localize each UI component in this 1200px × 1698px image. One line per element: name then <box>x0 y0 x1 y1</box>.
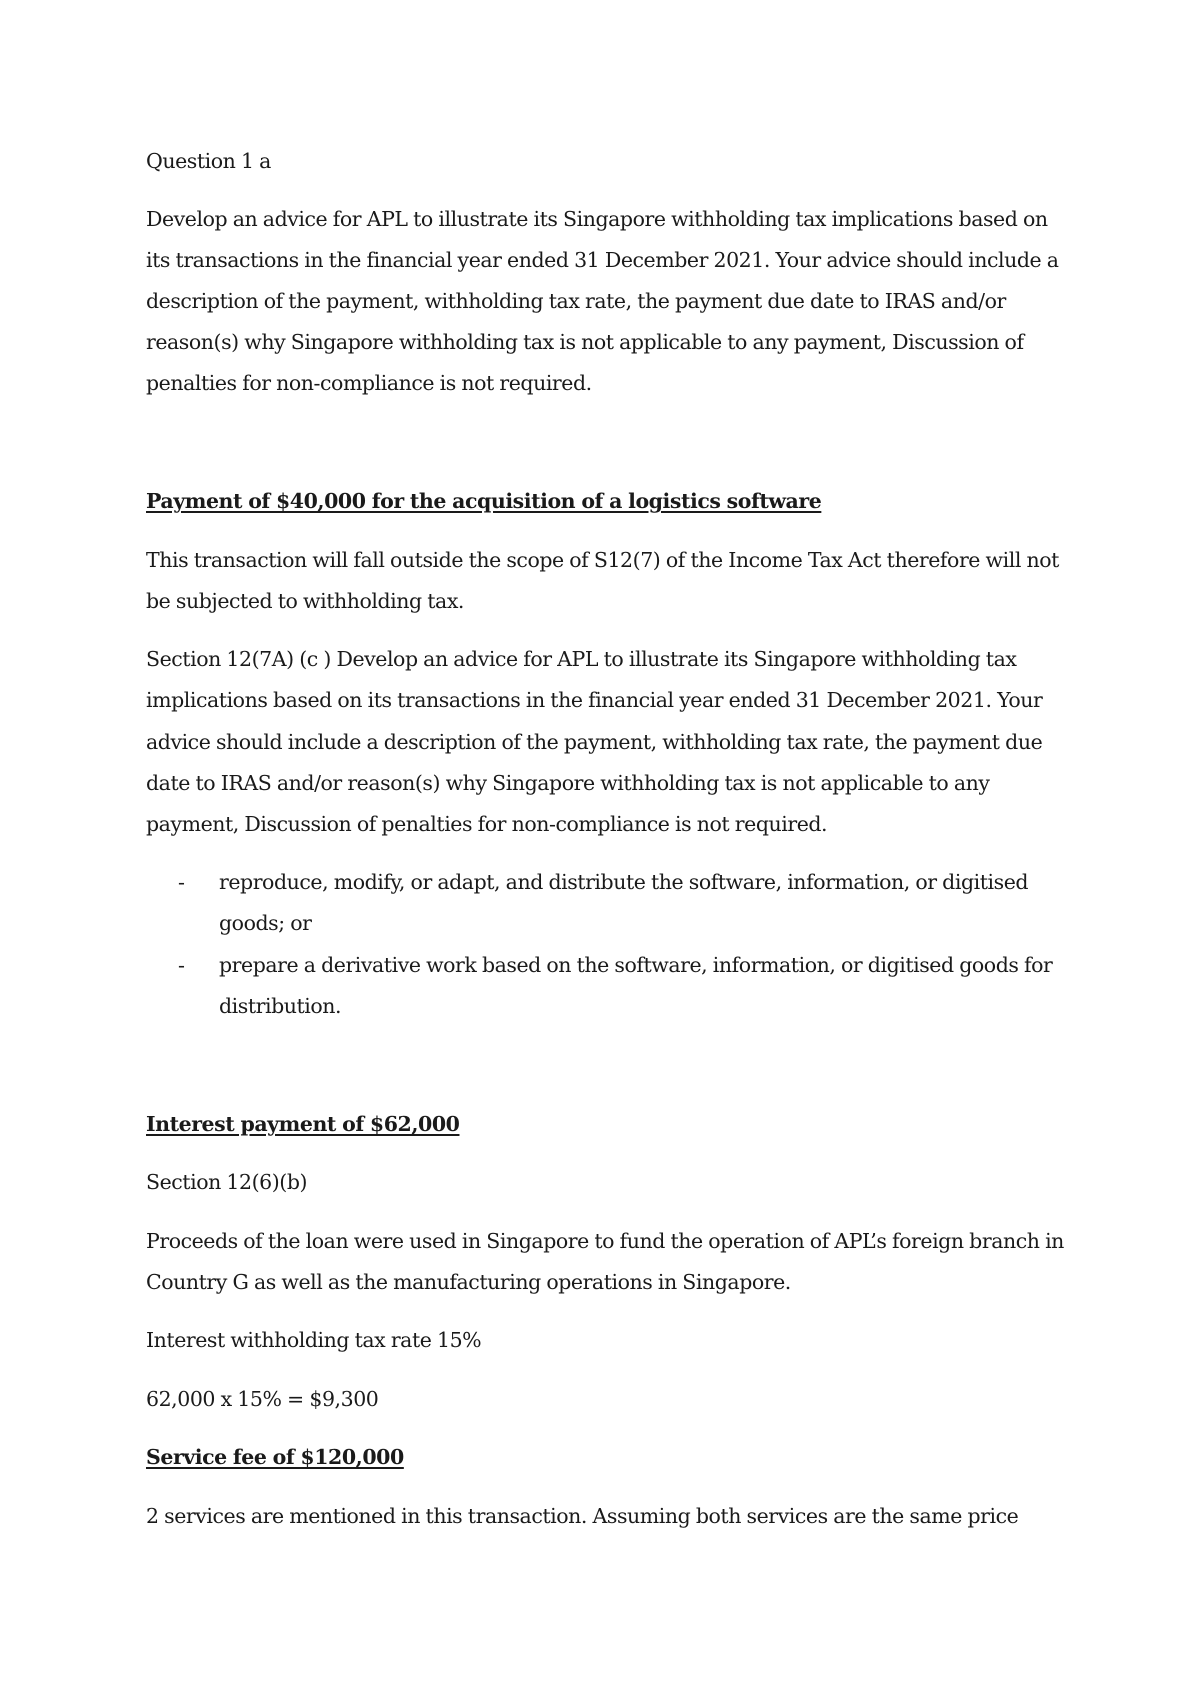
intro-line: Develop an advice for APL to illustrate its Singapore withholding tax implications based on <box>146 207 1048 231</box>
software-para-line: be subjected to withholding tax. <box>146 589 464 613</box>
section-12-7a-line: date to IRAS and/or reason(s) why Singapore withholding tax is not applicable to any <box>146 771 990 795</box>
software-para-line: This transaction will fall outside the scope of S12(7) of the Income Tax Act therefore will not <box>146 548 1059 572</box>
question-title: Question 1 a <box>146 149 271 173</box>
intro-line: penalties for non-compliance is not required. <box>146 371 592 395</box>
interest-para-line: Country G as well as the manufacturing operations in Singapore. <box>146 1270 791 1294</box>
interest-para-line: Proceeds of the loan were used in Singapore to fund the operation of APL’s foreign branch in <box>146 1229 1064 1253</box>
intro-line: its transactions in the financial year ended 31 December 2021. Your advice should include a <box>146 248 1059 272</box>
section-heading-software: Payment of $40,000 for the acquisition of a logistics software <box>146 489 822 513</box>
intro-line: description of the payment, withholding tax rate, the payment due date to IRAS and/or <box>146 289 1006 313</box>
bullet-dash: - <box>178 953 185 977</box>
service-fee-para-line: 2 services are mentioned in this transaction. Assuming both services are the same price <box>146 1504 1019 1528</box>
interest-calc-line: 62,000 x 15% = $9,300 <box>146 1387 379 1411</box>
bullet-dash: - <box>178 870 185 894</box>
interest-rate-line: Interest withholding tax rate 15% <box>146 1328 482 1352</box>
bullet-line: prepare a derivative work based on the software, information, or digitised goods for <box>219 953 1053 977</box>
section-12-7a-line: payment, Discussion of penalties for non-compliance is not required. <box>146 812 828 836</box>
section-heading-interest: Interest payment of $62,000 <box>146 1112 460 1136</box>
interest-reference: Section 12(6)(b) <box>146 1170 308 1194</box>
bullet-line: distribution. <box>219 994 342 1018</box>
section-12-7a-line: advice should include a description of the payment, withholding tax rate, the payment due <box>146 730 1043 754</box>
bullet-line: goods; or <box>219 911 312 935</box>
section-12-7a-line: implications based on its transactions in the financial year ended 31 December 2021. Your <box>146 688 1043 712</box>
intro-line: reason(s) why Singapore withholding tax is not applicable to any payment, Discussion of <box>146 330 1024 354</box>
section-heading-service-fee: Service fee of $120,000 <box>146 1445 404 1469</box>
section-12-7a-line: Section 12(7A) (c ) Develop an advice for APL to illustrate its Singapore withholding tax <box>146 647 1017 671</box>
bullet-line: reproduce, modify, or adapt, and distribute the software, information, or digitised <box>219 870 1029 894</box>
